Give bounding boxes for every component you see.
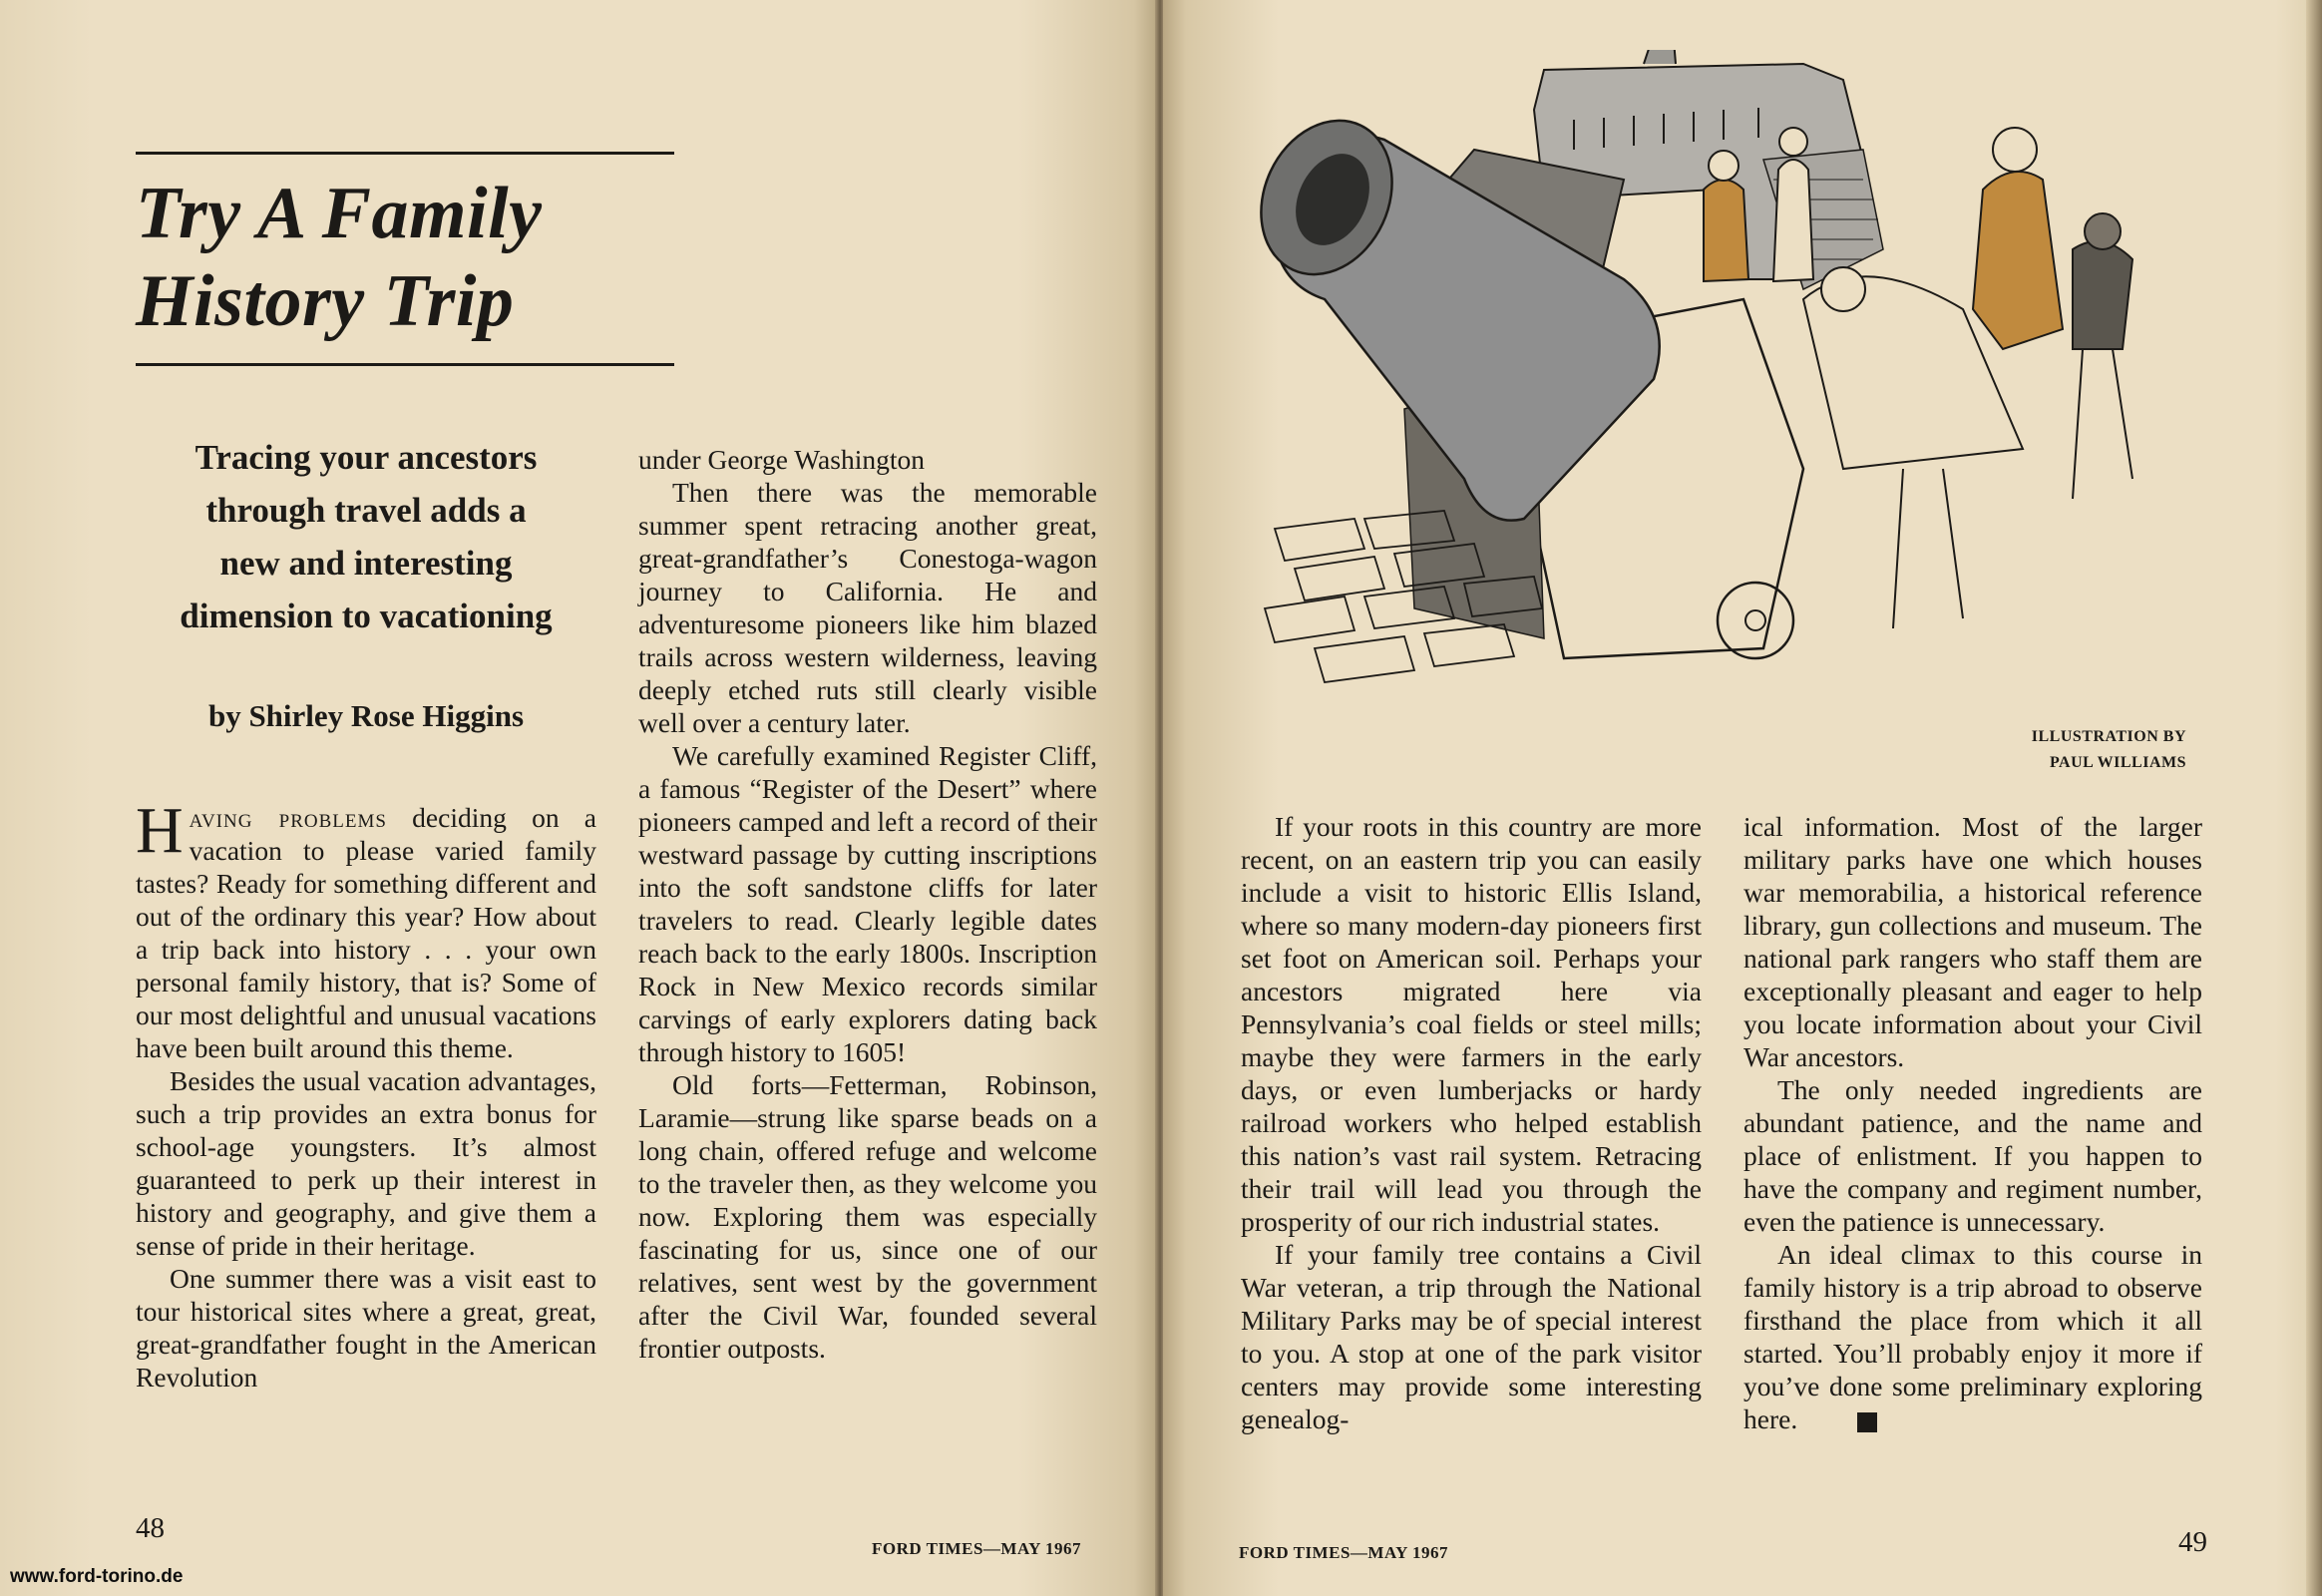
title-line-1: Try A Family — [136, 173, 543, 254]
column-3 — [1241, 810, 1702, 1435]
end-mark-icon — [1857, 1412, 1877, 1432]
page-footer: FORD TIMES—MAY 1967 — [872, 1539, 1082, 1558]
column-2 — [638, 443, 1097, 1365]
page-number: 49 — [2178, 1526, 2207, 1558]
byline: by Shirley Rose Higgins — [207, 698, 525, 733]
figure-child-dark — [2073, 241, 2132, 349]
figure-ochre-coat — [1973, 172, 2063, 349]
figure-standing — [1773, 160, 1813, 281]
deck-line: dimension to vacationing — [180, 597, 553, 635]
page-footer: FORD TIMES—MAY 1967 — [1239, 1543, 1449, 1562]
credit-line-2: PAUL WILLIAMS — [2049, 754, 2186, 771]
illustration-credit — [2032, 724, 2186, 776]
figure-head — [1993, 128, 2037, 172]
page-number: 48 — [136, 1512, 165, 1544]
figure-head — [1821, 267, 1865, 311]
paragraph — [136, 794, 596, 1064]
paragraph: The only needed ingredients are abundant patience, and the name and place of enlistment. If you happen to have the company and regiment number, even the patience is unnecessary. — [1743, 1074, 2202, 1237]
paragraph: We carefully examined Register Cliff, a famous “Register of the Desert” where pioneers camped and left a record of their westward passage by cutting inscriptions into the soft sandstone cliffs for later travelers to read. Clearly legible dates reach back to the early 1800s. Inscription Rock in New Mexico records similar carvings of early explorers dating back through history to 1605! — [638, 740, 1097, 1067]
paragraph: Then there was the memorable summer spent retracing another great, great-grandfather’s Conestoga-wagon journey to California. He and adventuresome pioneers like him blazed trails across western wilderness, leaving deeply etched ruts still clearly visible well over a century later. — [638, 477, 1097, 738]
lead-in: aving problems — [189, 802, 387, 833]
deck-line: new and interesting — [219, 544, 513, 583]
deck-line: through travel adds a — [205, 491, 527, 530]
paragraph-text: An ideal climax to this course in family history is a trip abroad to observe firsthand the place from which it all started. You’ll probably enjoy it more if you’ve done some preliminary exploring here. — [1743, 1239, 2202, 1434]
chimney — [1644, 50, 1676, 64]
watermark-url: www.ford-torino.de — [10, 1566, 184, 1587]
title-line-2: History Trip — [136, 260, 515, 342]
paragraph: If your family tree contains a Civil War veteran, a trip through the National Military Parks may be of special interest to you. A stop at one of the park visitor centers may provide some interesting genealog- — [1241, 1239, 1702, 1434]
paragraph: ical information. Most of the larger military parks have one which houses war memorabilia, a historical reference library, gun collections and museum. The national park rangers who staff them are exceptionally pleasant and eager to help you locate information about your Civil War ancestors. — [1743, 811, 2202, 1072]
right-page — [1163, 0, 2322, 1596]
column-4 — [1743, 810, 2202, 1435]
paragraph: Besides the usual vacation advantages, such a trip provides an extra bonus for school-age youngsters. It’s almost guaranteed to perk up their interest in history and geography, and give them a sense of pride in their heritage. — [136, 1065, 596, 1261]
figure-head — [2085, 213, 2121, 249]
figure-small-ochre — [1704, 180, 1748, 281]
paragraph: One summer there was a visit east to tour historical sites where a great, great, great-grandfather fought in the American Revolution — [136, 1263, 596, 1393]
page-edge — [2306, 0, 2322, 1596]
paragraph: If your roots in this country are more recent, on an eastern trip you can easily include a visit to historic Ellis Island, where so many modern-day pioneers first set foot on American soil. Perhaps your ancestors migrated here via Pennsylvania’s coal fields or steel mills; maybe they were farmers in the early days, or even lumberjacks or hardy railroad workers who helped establish this nation’s vast rail system. Retracing their trail will lead you through the prosperity of our rich industrial states. — [1241, 811, 1702, 1237]
figure-head — [1779, 128, 1807, 156]
title-top-rule — [136, 152, 674, 155]
deck-line: Tracing your ancestors — [194, 438, 538, 477]
cannon-illustration — [1205, 50, 2262, 718]
drop-cap: H — [136, 794, 184, 867]
title-bottom-rule — [136, 363, 674, 366]
article-deck — [122, 431, 610, 642]
article-title — [136, 170, 694, 345]
column-1 — [136, 794, 596, 1394]
paragraph — [1743, 1238, 2202, 1435]
paragraph: Old forts—Fetterman, Robinson, Laramie—strung like sparse beads on a long chain, offered refuge and welcome to the traveler then, as they welcome you now. Exploring them was especially fascinating for us, since one of our relatives, sent west by the government after the Civil War, founded several frontier outposts. — [638, 1069, 1097, 1364]
credit-line-1: ILLUSTRATION BY — [2031, 728, 2186, 745]
left-page — [0, 0, 1157, 1596]
paragraph: under George Washington — [638, 444, 925, 475]
figure-head — [1709, 151, 1739, 181]
paragraph-text: deciding on a vacation to please varied family tastes? Ready for something different and out of the ordinary this year? How about a trip back into history . . . your own personal family history, that is? Some of our most delightful and unusual vacations have been built around this theme. — [136, 802, 596, 1063]
